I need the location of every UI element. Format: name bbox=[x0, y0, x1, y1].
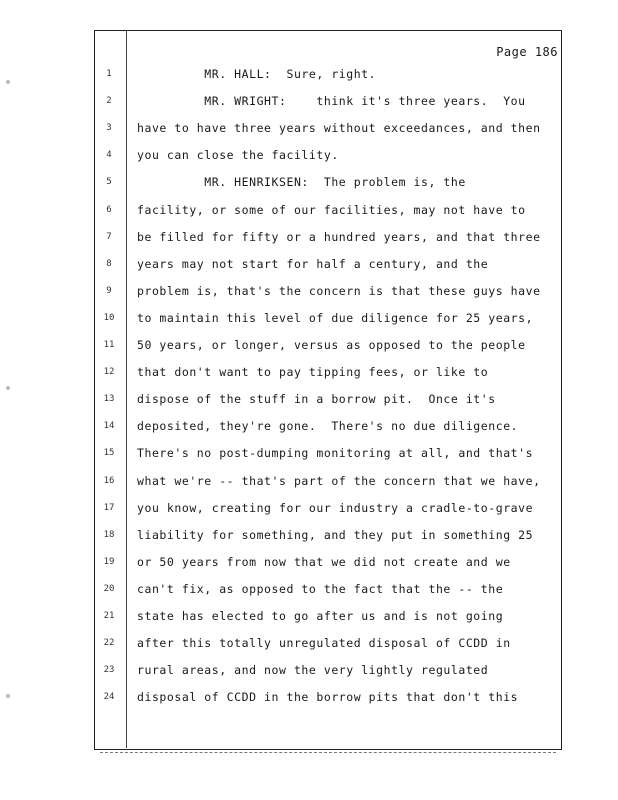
line-number: 10 bbox=[103, 312, 115, 323]
transcript-line: you know, creating for our industry a cradle-to-grave bbox=[137, 500, 534, 515]
line-number: 14 bbox=[103, 421, 115, 432]
line-number: 12 bbox=[103, 367, 115, 378]
transcript-line: MR. HALL: Sure, right. bbox=[137, 67, 377, 81]
transcript-line: be filled for fifty or a hundred years, and that three bbox=[137, 229, 541, 244]
line-number: 20 bbox=[103, 583, 115, 594]
line-number-margin-rule bbox=[126, 30, 127, 748]
line-number: 17 bbox=[103, 502, 115, 513]
punch-hole-mark bbox=[6, 80, 10, 84]
line-number: 22 bbox=[103, 638, 115, 649]
line-number: 6 bbox=[106, 204, 112, 215]
line-number: 1 bbox=[106, 69, 112, 79]
punch-hole-mark bbox=[6, 694, 10, 698]
line-number: 4 bbox=[106, 150, 112, 161]
transcript-line: rural areas, and now the very lightly regulated bbox=[137, 663, 489, 678]
line-number: 24 bbox=[103, 692, 115, 703]
transcript-line: or 50 years from now that we did not create and we bbox=[137, 554, 511, 569]
page-number: Page 186 bbox=[496, 45, 558, 59]
transcript-line: MR. WRIGHT: think it's three years. You bbox=[137, 94, 526, 109]
transcript-line: state has elected to go after us and is not going bbox=[137, 609, 504, 623]
line-number: 19 bbox=[103, 556, 115, 567]
transcript-line: problem is, that's the concern is that these guys have bbox=[137, 283, 541, 298]
transcript-line: There's no post-dumping monitoring at all, and that's bbox=[137, 446, 534, 461]
line-number: 15 bbox=[103, 448, 115, 459]
line-number: 11 bbox=[103, 340, 115, 350]
transcript-line: 50 years, or longer, versus as opposed to the people bbox=[137, 338, 526, 352]
line-number: 18 bbox=[103, 529, 115, 540]
line-number: 7 bbox=[106, 231, 112, 242]
line-number: 8 bbox=[106, 258, 112, 269]
line-number: 23 bbox=[103, 665, 115, 676]
transcript-line: dispose of the stuff in a borrow pit. Once it's bbox=[137, 392, 496, 407]
transcript-line: MR. HENRIKSEN: The problem is, the bbox=[137, 175, 466, 190]
bottom-rule bbox=[100, 752, 556, 753]
transcript-line: to maintain this level of due diligence for 25 years, bbox=[137, 310, 534, 325]
punch-hole-mark bbox=[6, 386, 10, 390]
transcript-line: can't fix, as opposed to the fact that the -- the bbox=[137, 581, 504, 596]
line-number: 3 bbox=[106, 123, 112, 134]
transcript-line: deposited, they're gone. There's no due diligence. bbox=[137, 419, 519, 434]
transcript-line: liability for something, and they put in something 25 bbox=[137, 527, 534, 542]
line-number: 2 bbox=[106, 96, 112, 107]
line-number: 9 bbox=[106, 285, 112, 296]
transcript-line: that don't want to pay tipping fees, or like to bbox=[137, 365, 489, 380]
line-number: 13 bbox=[103, 394, 115, 405]
line-number: 5 bbox=[106, 177, 112, 188]
transcript-line: facility, or some of our facilities, may not have to bbox=[137, 202, 526, 217]
transcript-line: disposal of CCDD in the borrow pits that don't this bbox=[137, 690, 519, 705]
line-number: 21 bbox=[103, 611, 115, 621]
transcript-line: have to have three years without exceedances, and then bbox=[137, 121, 541, 136]
transcript-line: years may not start for half a century, and the bbox=[137, 256, 489, 271]
transcript-line: you can close the facility. bbox=[137, 148, 339, 163]
line-number: 16 bbox=[103, 475, 115, 486]
transcript-line: after this totally unregulated disposal of CCDD in bbox=[137, 636, 511, 651]
transcript-line: what we're -- that's part of the concern that we have, bbox=[137, 473, 541, 488]
